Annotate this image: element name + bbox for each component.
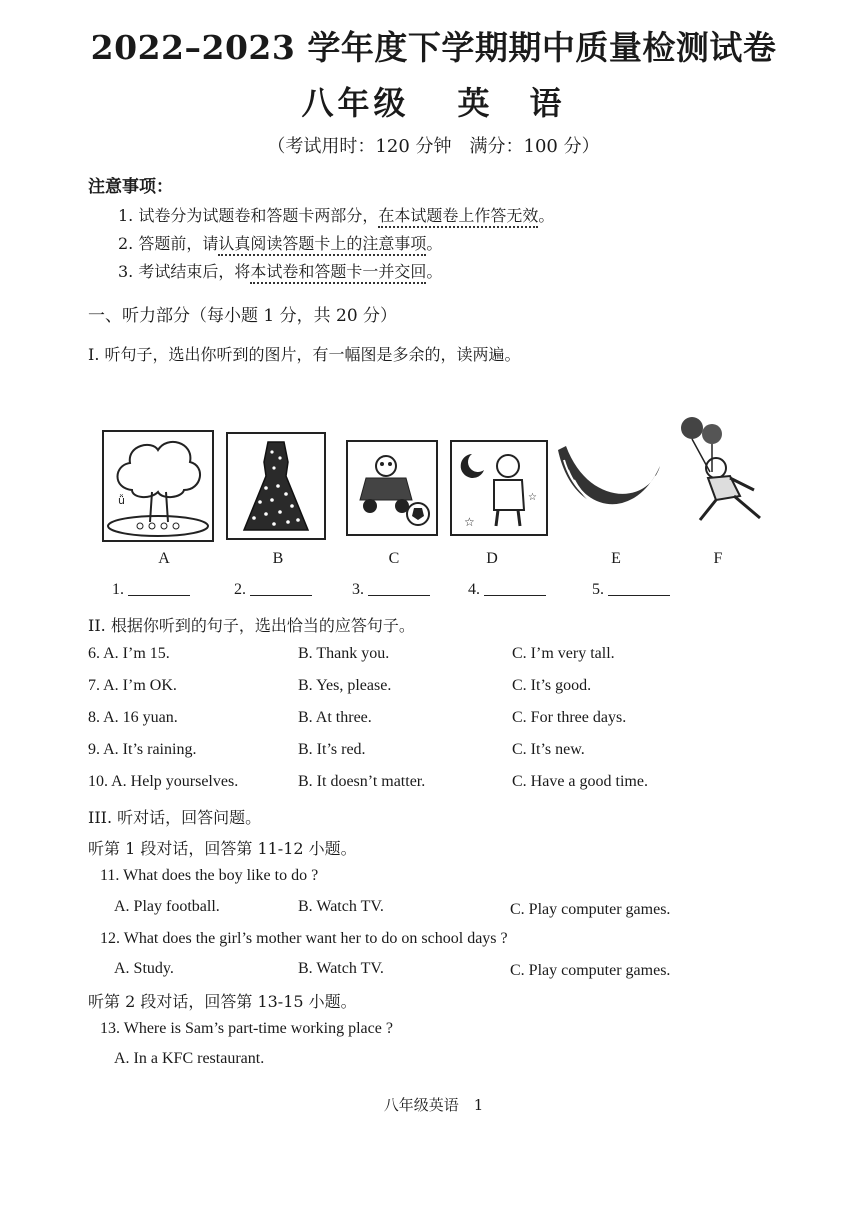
question-9-option-b: B. It’s red. (298, 741, 366, 758)
svg-text:☆: ☆ (528, 492, 537, 503)
svg-text:ǚ: ǚ (118, 494, 125, 507)
question-10-option-a: 10. A. Help yourselves. (88, 773, 239, 790)
question-11-option-c: C. Play computer games. (510, 901, 671, 918)
answer-blank[interactable]: 3. (352, 581, 430, 599)
part2-instruction: II. 根据你听到的句子，选出恰当的应答句子。 (88, 616, 415, 635)
question-9-option-a: 9. A. It’s raining. (88, 741, 197, 758)
part1-instruction: I. 听句子，选出你听到的图片，有一幅图是多余的，读两遍。 (88, 345, 521, 364)
bananas-icon (552, 436, 664, 536)
notes-title: 注意事项： (88, 177, 173, 197)
question-8-option-b: B. At three. (298, 709, 372, 726)
subject-label: 英 语 (457, 84, 566, 122)
part3-instruction: III. 听对话，回答问题。 (88, 808, 262, 827)
boy-balloons-icon (670, 416, 778, 528)
question-12-option-a: A. Study. (114, 960, 174, 977)
dialog-2-instruction: 听第 2 段对话，回答第 13-15 小题。 (88, 992, 357, 1011)
question-11-option-b: B. Watch TV. (298, 898, 384, 915)
svg-text:☆: ☆ (464, 515, 475, 529)
question-6-option-a: 6. A. I’m 15. (88, 645, 170, 662)
astronaut-icon (450, 440, 548, 536)
question-6-option-b: B. Thank you. (298, 645, 390, 662)
question-13: 13. Where is Sam’s part-time working place ? (100, 1020, 393, 1037)
question-7-option-c: C. It’s good. (512, 677, 592, 694)
exam-title: 2022–2023 学年度下学期期中质量检测试卷 (90, 28, 777, 67)
grade-label: 八年级 (301, 84, 410, 122)
answer-blank[interactable]: 1. (112, 581, 190, 599)
note-item: 2. 答题前，请认真阅读答题卡上的注意事项。 (118, 231, 442, 254)
exam-info: （考试用时：120 分钟 满分：100 分） (267, 136, 600, 157)
question-12-option-c: C. Play computer games. (510, 962, 671, 979)
question-11: 11. What does the boy like to do ? (100, 867, 319, 884)
question-8-option-c: C. For three days. (512, 709, 627, 726)
picture-label: F (713, 550, 723, 567)
answer-blank[interactable]: 5. (592, 581, 670, 599)
picture-label: C (388, 550, 400, 567)
exam-subtitle (0, 78, 867, 124)
question-9-option-c: C. It’s new. (512, 741, 585, 758)
picture-label: A (158, 550, 170, 567)
note-item: 3. 考试结束后，将本试卷和答题卡一并交回。 (118, 259, 442, 282)
tree-icon (102, 430, 214, 542)
dialog-1-instruction: 听第 1 段对话，回答第 11-12 小题。 (88, 839, 357, 858)
question-8-option-a: 8. A. 16 yuan. (88, 709, 178, 726)
question-13-option-a: A. In a KFC restaurant. (114, 1050, 265, 1067)
answer-blank[interactable]: 4. (468, 581, 546, 599)
section-heading: 一、听力部分（每小题 1 分，共 20 分） (88, 306, 398, 326)
picture-label: D (486, 550, 498, 567)
question-7-option-b: B. Yes, please. (298, 677, 392, 694)
question-10-option-c: C. Have a good time. (512, 773, 648, 790)
picture-label: E (611, 550, 621, 567)
question-7-option-a: 7. A. I’m OK. (88, 677, 177, 694)
question-10-option-b: B. It doesn’t matter. (298, 773, 426, 790)
question-12: 12. What does the girl’s mother want her to do on school days ? (100, 930, 508, 947)
question-11-option-a: A. Play football. (114, 898, 220, 915)
answer-blank[interactable]: 2. (234, 581, 312, 599)
note-item: 1. 试卷分为试题卷和答题卡两部分，在本试题卷上作答无效。 (118, 203, 554, 226)
picture-label: B (272, 550, 284, 567)
toys-icon (346, 440, 438, 536)
question-6-option-c: C. I’m very tall. (512, 645, 615, 662)
dress-icon (226, 432, 326, 540)
page-footer: 八年级英语 1 (383, 1096, 484, 1114)
question-12-option-b: B. Watch TV. (298, 960, 384, 977)
